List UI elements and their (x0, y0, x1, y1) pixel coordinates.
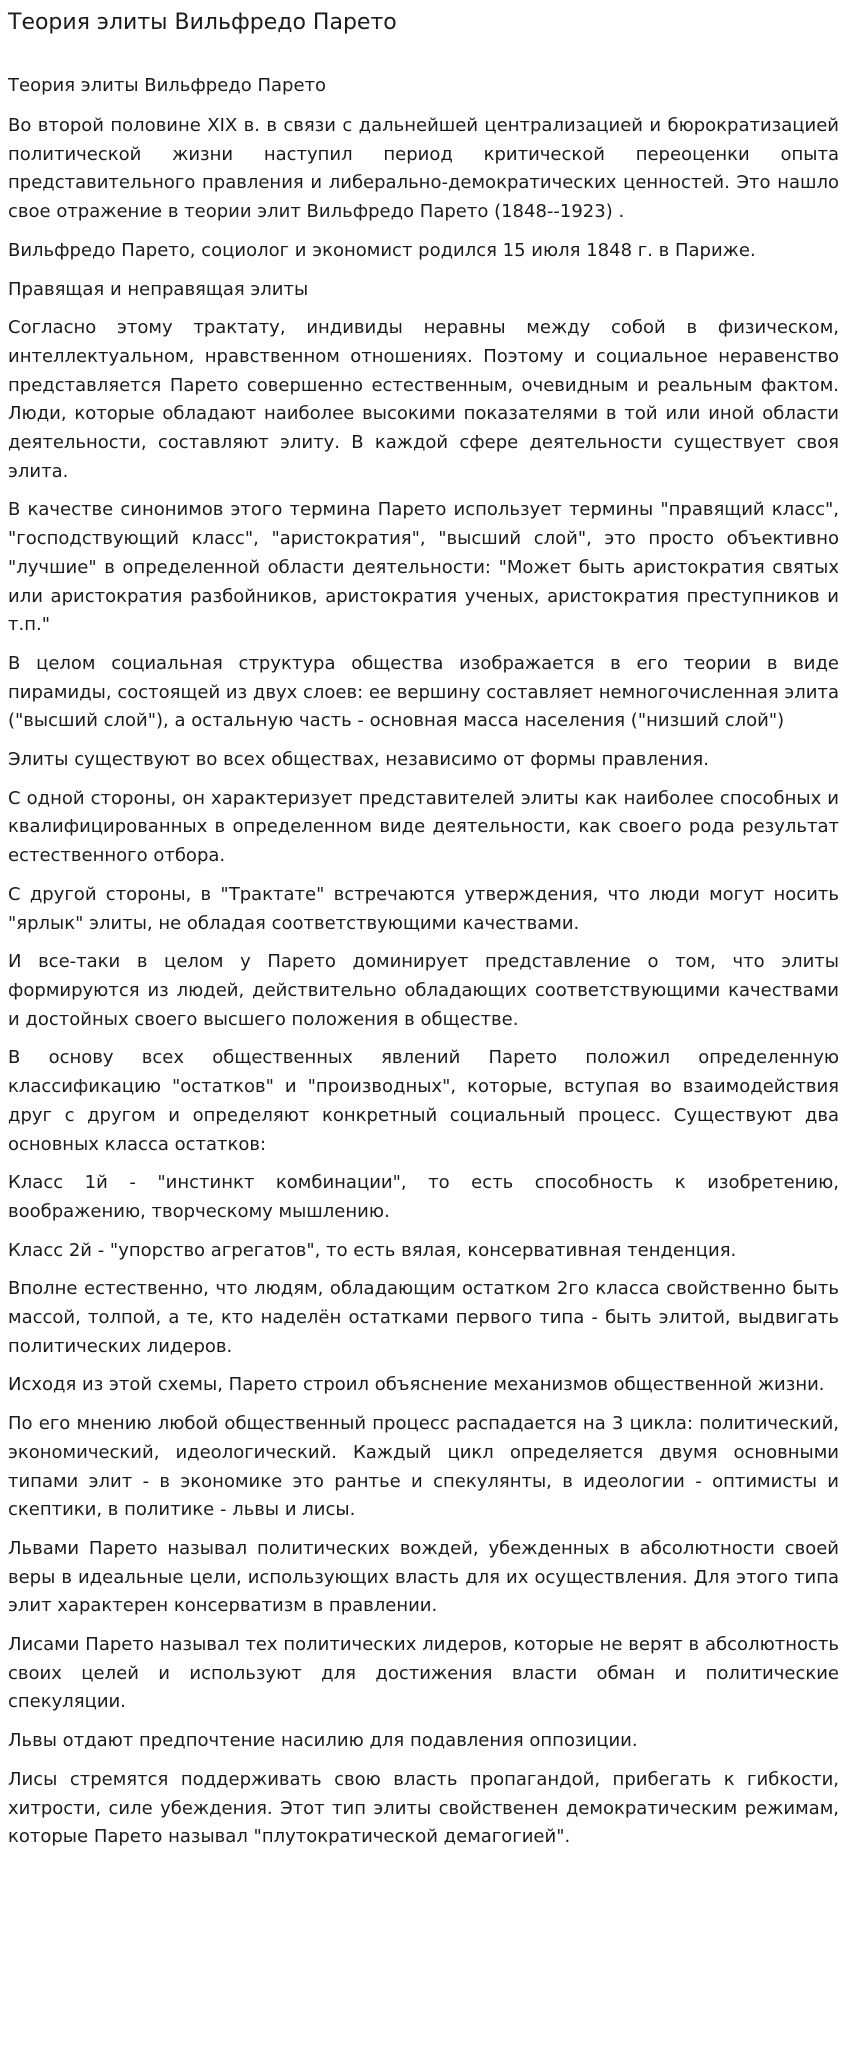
paragraph-intro: Во второй половине XIX в. в связи с дальнейшей централизацией и бюрократизацией политической жизни наступил период критической переоценки опыта представительного правления и либерально-демократических ценностей. Это нашло свое отражение в теории элит Вильфредо Парето (1848--1923) . (8, 115, 839, 223)
paragraph: С одной стороны, он характеризует представителей элиты как наиболее способных и квалифицированных в определенном виде деятельности, как своего рода результат естественного отбора. (8, 787, 839, 867)
section-heading-elites: Правящая и неправящая элиты (8, 278, 309, 300)
page-title: Теория элиты Вильфредо Парето (8, 10, 397, 35)
paragraph: Львы отдают предпочтение насилию для подавления оппозиции. (8, 1730, 638, 1752)
paragraph: Класс 1й - "инстинкт комбинации", то есть способность к изобретению, воображению, творческому мышлению. (8, 1172, 839, 1222)
paragraph: Львами Парето называл политических вождей, убежденных в абсолютности своей веры в идеальные цели, использующих власть для их осуществления. Для этого типа элит характерен консерватизм в правлении. (8, 1537, 839, 1617)
paragraph: В качестве синонимов этого термина Парето использует термины "правящий класс", "господствующий класс", "аристократия", "высший слой", это просто объективно "лучшие" в определенной области деятельности: "Может быть аристократия святых или аристократия разбойников, аристократия ученых, аристократия преступников и т.п." (8, 499, 839, 636)
document-page (0, 8, 847, 1852)
document-subtitle: Теория элиты Вильфредо Парето (8, 75, 327, 96)
paragraph-birth: Вильфредо Парето, социолог и экономист родился 15 июля 1848 г. в Париже. (8, 239, 756, 261)
paragraph: С другой стороны, в "Трактате" встречаются утверждения, что люди могут носить "ярлык" элиты, не обладая соответствующими качествами. (8, 883, 839, 934)
paragraph: Исходя из этой схемы, Парето строил объяснение механизмов общественной жизни. (8, 1374, 825, 1396)
paragraph: Вполне естественно, что людям, обладающим остатком 2го класса свойственно быть массой, толпой, а те, кто наделён остатками первого типа - быть элитой, выдвигать политических лидеров. (8, 1278, 839, 1357)
paragraph: Элиты существуют во всех обществах, независимо от формы правления. (8, 749, 709, 771)
paragraph: Класс 2й - "упорство агрегатов", то есть вялая, консервативная тенденция. (8, 1239, 737, 1261)
paragraph: В основу всех общественных явлений Парето положил определенную классификацию "остатков" и "производных", которые, вступая во взаимодействия друг с другом и определяют конкретный социальный процесс. Существуют два основных класса остатков: (8, 1047, 839, 1155)
paragraph: Лисы стремятся поддерживать свою власть пропагандой, прибегать к гибкости, хитрости, силе убеждения. Этот тип элиты свойственен демократическим режимам, которые Парето называл "плутократической демагогией". (8, 1768, 839, 1848)
paragraph: И все-таки в целом у Парето доминирует представление о том, что элиты формируются из людей, действительно обладающих соответствующими качествами и достойных своего высшего положения в обществе. (8, 951, 839, 1030)
paragraph: Согласно этому трактату, индивиды неравны между собой в физическом, интеллектуальном, нравственном отношениях. Поэтому и социальное неравенство представляется Парето совершенно естественным, очевидным и реальным фактом. Люди, которые обладают наиболее высокими показателями в той или иной области деятельности, составляют элиту. В каждой сфере деятельности существует своя элита. (8, 317, 839, 482)
paragraph: Лисами Парето называл тех политических лидеров, которые не верят в абсолютность своих целей и используют для достижения власти обман и политические спекуляции. (8, 1634, 839, 1713)
paragraph: В целом социальная структура общества изображается в его теории в виде пирамиды, состоящей из двух слоев: ее вершину составляет немногочисленная элита ("высший слой"), а остальную часть - основная масса населения ("низший слой") (8, 652, 839, 732)
paragraph: По его мнению любой общественный процесс распадается на 3 цикла: политический, экономический, идеологический. Каждый цикл определяется двумя основными типами элит - в экономике это рантье и спекулянты, в идеологии - оптимисты и скептики, в политике - львы и лисы. (8, 1413, 839, 1521)
